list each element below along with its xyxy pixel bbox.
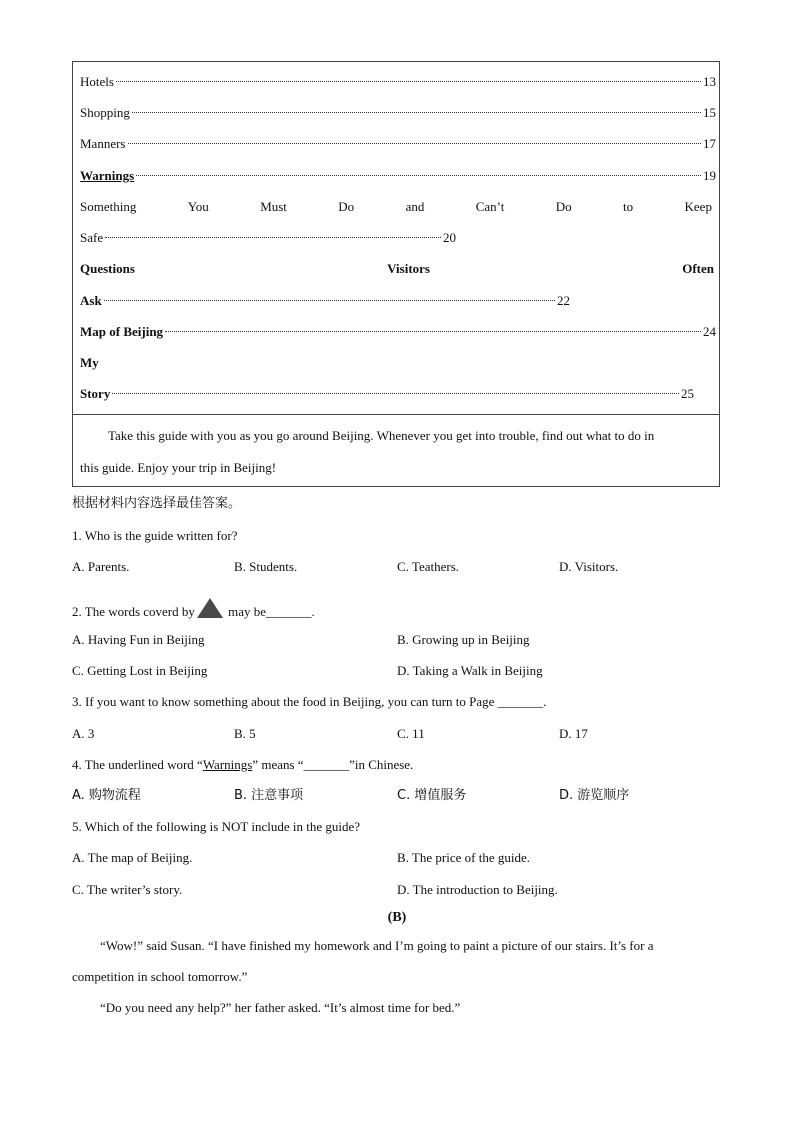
question-4 — [72, 755, 413, 775]
instruction: 根据材料内容选择最佳答案。 — [72, 496, 242, 511]
toc-word: Keep — [684, 199, 712, 214]
toc-label: Ask — [80, 293, 102, 308]
toc-entry-manners — [80, 134, 716, 154]
dot-leader — [116, 81, 701, 82]
toc-word: Visitors — [387, 261, 430, 276]
dot-leader — [136, 175, 701, 176]
q3-option-d: D. 17 — [559, 726, 588, 741]
toc-word: Questions — [80, 261, 135, 276]
q3-option-a: A. 3 — [72, 726, 95, 741]
section-b-paragraph-1-line-2: competition in school tomorrow.” — [72, 969, 248, 984]
toc-page: 25 — [681, 386, 694, 401]
toc-label: Manners — [80, 136, 126, 151]
toc-entry-my: My — [80, 355, 99, 370]
q4-underlined-word: Warnings — [202, 757, 253, 772]
toc-word: to — [623, 199, 634, 214]
q3-option-c: C. 11 — [397, 726, 425, 741]
guide-note-line-1: Take this guide with you as you go around Beijing. Whenever you get into trouble, find out what to do in — [108, 428, 655, 443]
toc-label: Story — [80, 386, 111, 401]
toc-word: Do — [555, 199, 572, 214]
toc-word: Must — [260, 199, 287, 214]
q4-stem-before: 4. The underlined word “ — [72, 757, 203, 772]
q5-option-d: D. The introduction to Beijing. — [397, 882, 558, 897]
guide-note-line-2: this guide. Enjoy your trip in Beijing! — [80, 460, 277, 475]
toc-entry-shopping — [80, 103, 716, 123]
q4-stem-after: ” means “_______”in Chinese. — [252, 757, 414, 772]
q2-option-b: B. Growing up in Beijing — [397, 632, 530, 647]
question-5: 5. Which of the following is NOT include in the guide? — [72, 819, 360, 834]
dot-leader — [112, 393, 679, 394]
triangle-icon — [197, 598, 223, 618]
section-b-paragraph-2: “Do you need any help?” her father asked. “It’s almost time for bed.” — [100, 1000, 461, 1015]
toc-page: 13 — [703, 74, 716, 89]
toc-entry-story — [80, 384, 694, 404]
section-b-paragraph-1-line-1: “Wow!” said Susan. “I have finished my homework and I’m going to paint a picture of our stairs. It’s for a — [100, 938, 654, 953]
toc-entry-warnings — [80, 166, 716, 186]
toc-page: 24 — [703, 324, 716, 339]
q1-option-b: B. Students. — [234, 559, 298, 574]
q4-option-a: A. 购物流程 — [72, 788, 141, 803]
toc-word: Often — [682, 261, 714, 276]
toc-label: Safe — [80, 230, 104, 245]
toc-word: You — [187, 199, 209, 214]
q2-stem-after: may be_______. — [224, 604, 315, 619]
toc-label: Hotels — [80, 74, 114, 89]
question-1: 1. Who is the guide written for? — [72, 528, 238, 543]
q4-option-b: B. 注意事项 — [234, 788, 304, 803]
toc-page: 20 — [443, 230, 456, 245]
toc-word: and — [405, 199, 425, 214]
toc-entry-hotels — [80, 72, 716, 92]
toc-entry-questions-title — [80, 259, 714, 279]
toc-label: Map of Beijing — [80, 324, 164, 339]
question-3: 3. If you want to know something about the food in Beijing, you can turn to Page _______. — [72, 694, 547, 709]
q2-stem-before: 2. The words coverd by — [72, 604, 195, 619]
toc-word: Something — [80, 199, 137, 214]
dot-leader — [104, 300, 555, 301]
q1-option-a: A. Parents. — [72, 559, 130, 574]
toc-entry-ask — [80, 291, 570, 311]
q3-option-b: B. 5 — [234, 726, 256, 741]
toc-word: Can’t — [475, 199, 505, 214]
toc-entry-map — [80, 322, 716, 342]
q1-option-c: C. Teathers. — [397, 559, 460, 574]
section-b-heading: (B) — [387, 910, 407, 925]
q4-option-c: C. 增值服务 — [397, 788, 467, 803]
q5-option-b: B. The price of the guide. — [397, 850, 530, 865]
q2-option-a: A. Having Fun in Beijing — [72, 632, 205, 647]
dot-leader — [128, 143, 702, 144]
dot-leader — [105, 237, 441, 238]
toc-entry-safe — [80, 228, 456, 248]
dot-leader — [132, 112, 701, 113]
toc-page: 15 — [703, 105, 716, 120]
toc-word: Do — [338, 199, 355, 214]
toc-divider — [72, 414, 720, 415]
toc-entry-safe-title — [80, 197, 712, 217]
toc-label: Shopping — [80, 105, 130, 120]
toc-page: 22 — [557, 293, 570, 308]
q2-option-c: C. Getting Lost in Beijing — [72, 663, 208, 678]
dot-leader — [165, 331, 701, 332]
q5-option-a: A. The map of Beijing. — [72, 850, 193, 865]
q4-option-d: D. 游览顺序 — [559, 788, 630, 803]
q1-option-d: D. Visitors. — [559, 559, 619, 574]
toc-page: 19 — [703, 168, 716, 183]
toc-label-warnings: Warnings — [80, 168, 135, 183]
q5-option-c: C. The writer’s story. — [72, 882, 183, 897]
toc-page: 17 — [703, 136, 716, 151]
question-2 — [72, 598, 315, 618]
q2-option-d: D. Taking a Walk in Beijing — [397, 663, 543, 678]
